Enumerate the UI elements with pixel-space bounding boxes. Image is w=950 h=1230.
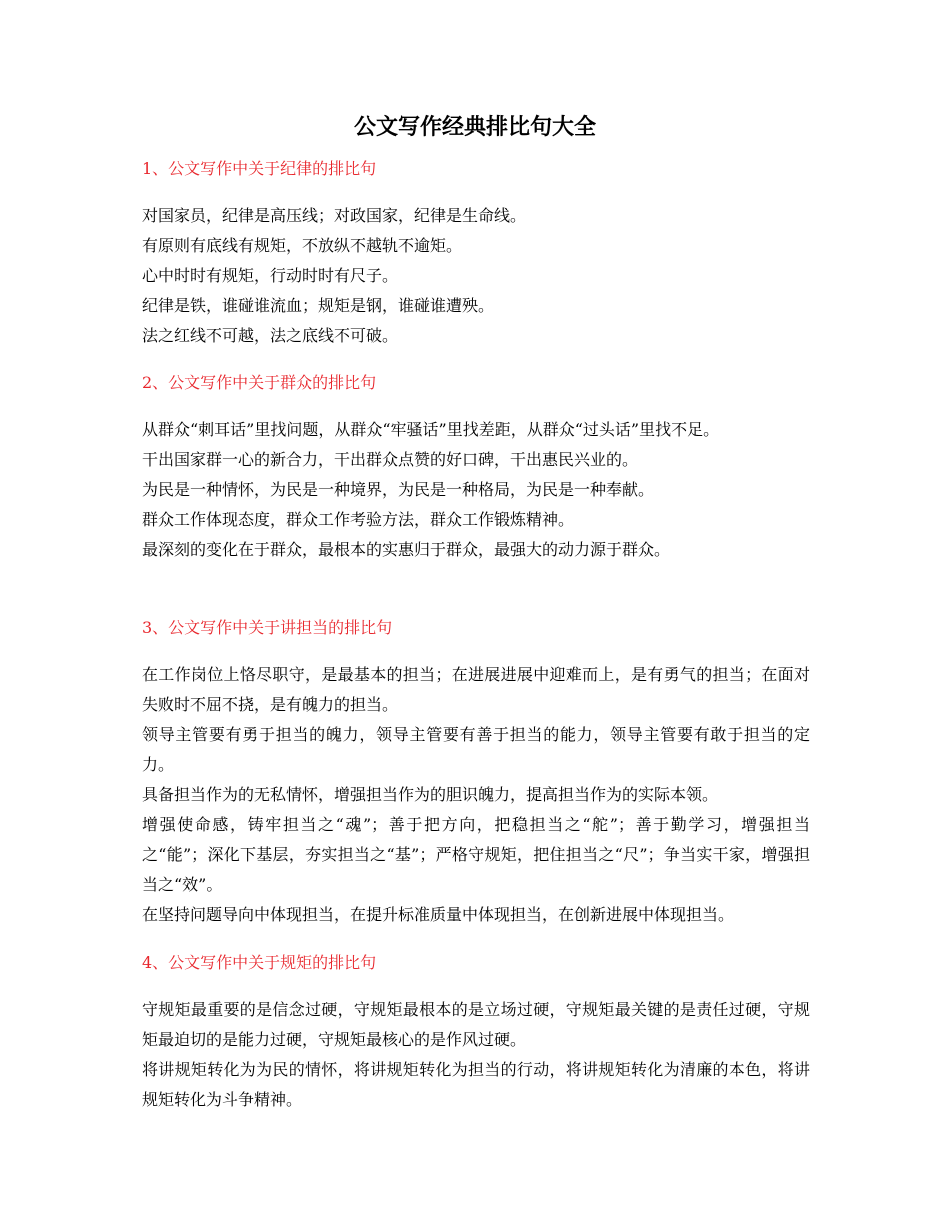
section-heading-discipline: 1、公文写作中关于纪律的排比句: [142, 159, 377, 178]
section-body-discipline: [142, 201, 810, 351]
paragraph: 对国家员，纪律是高压线；对政国家，纪律是生命线。: [142, 206, 527, 225]
section-heading-rules: 4、公文写作中关于规矩的排比句: [142, 953, 377, 972]
section-body-responsibility: [142, 660, 810, 930]
paragraph: 在工作岗位上恪尽职守，是最基本的担当；在进展进展中迎难而上，是有勇气的担当；在面对失败时不屈不挠，是有魄力的担当。: [142, 665, 810, 714]
paragraph: 领导主管要有勇于担当的魄力，领导主管要有善于担当的能力，领导主管要有敢于担当的定力。: [142, 725, 810, 774]
paragraph: 心中时时有规矩，行动时时有尺子。: [142, 266, 399, 285]
section-body-rules: [142, 995, 810, 1115]
paragraph: 法之红线不可越，法之底线不可破。: [142, 326, 399, 345]
paragraph: 为民是一种情怀，为民是一种境界，为民是一种格局，为民是一种奉献。: [142, 480, 655, 499]
paragraph: 具备担当作为的无私情怀，增强担当作为的胆识魄力，提高担当作为的实际本领。: [142, 785, 719, 804]
paragraph: 将讲规矩转化为为民的情怀，将讲规矩转化为担当的行动，将讲规矩转化为清廉的本色，将讲规矩转化为斗争精神。: [142, 1060, 810, 1109]
section-body-masses: [142, 415, 810, 565]
document-title: 公文写作经典排比句大全: [353, 115, 596, 140]
paragraph: 在坚持问题导向中体现担当，在提升标准质量中体现担当，在创新进展中体现担当。: [142, 905, 735, 924]
paragraph: 最深刻的变化在于群众，最根本的实惠归于群众，最强大的动力源于群众。: [142, 540, 671, 559]
section-heading-responsibility: 3、公文写作中关于讲担当的排比句: [142, 618, 393, 637]
paragraph: 增强使命感，铸牢担当之“魂”；善于把方向，把稳担当之“舵”；善于勤学习，增强担当之“能”；深化下基层，夯实担当之“基”；严格守规矩，把住担当之“尺”；争当实干家，增强担当之“效”。: [142, 815, 810, 894]
paragraph: 纪律是铁，谁碰谁流血；规矩是钢，谁碰谁遭殃。: [142, 296, 495, 315]
paragraph: 从群众“刺耳话”里找问题，从群众“牢骚话”里找差距，从群众“过头话”里找不足。: [142, 420, 720, 439]
paragraph: 群众工作体现态度，群众工作考验方法，群众工作锻炼精神。: [142, 510, 575, 529]
paragraph: 守规矩最重要的是信念过硬，守规矩最根本的是立场过硬，守规矩最关键的是责任过硬，守规矩最迫切的是能力过硬，守规矩最核心的是作风过硬。: [142, 1000, 810, 1049]
paragraph: 有原则有底线有规矩，不放纵不越轨不逾矩。: [142, 236, 463, 255]
section-heading-masses: 2、公文写作中关于群众的排比句: [142, 373, 377, 392]
paragraph: 干出国家群一心的新合力，干出群众点赞的好口碑，干出惠民兴业的。: [142, 450, 639, 469]
